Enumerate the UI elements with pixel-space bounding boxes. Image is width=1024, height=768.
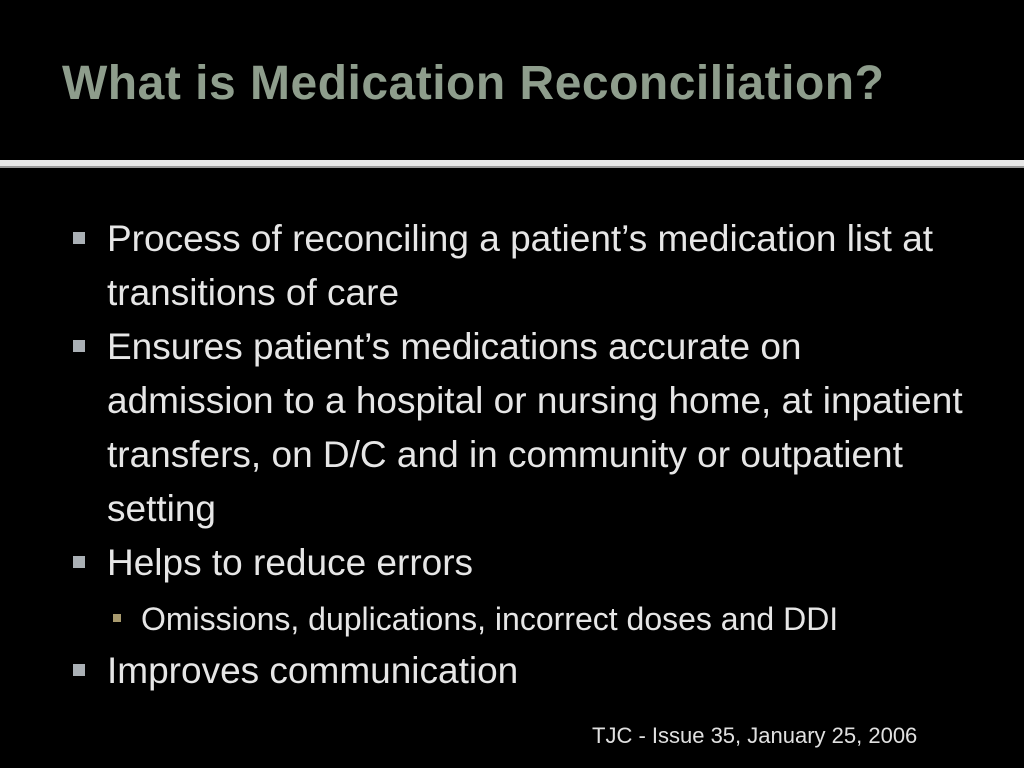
bullet-text: Ensures patient’s medications accurate on admission to a hospital or nursing home, at inpatient transfers, on D/C and in community or outpatient setting — [107, 326, 963, 529]
bullet-item-ensures — [0, 320, 1024, 536]
sub-bullet-item-errors — [0, 594, 1024, 644]
slide-title: What is Medication Reconciliation? — [62, 57, 885, 110]
bullet-list — [0, 212, 1024, 698]
bullet-text: Helps to reduce errors — [107, 542, 474, 583]
square-bullet-icon — [73, 232, 85, 244]
slide-body — [0, 168, 1024, 768]
bullet-item-process — [0, 212, 1024, 320]
bullet-item-communication — [0, 644, 1024, 698]
square-bullet-icon — [73, 556, 85, 568]
bullet-text: Process of reconciling a patient’s medication list at transitions of care — [107, 218, 934, 313]
bullet-item-reduce-errors — [0, 536, 1024, 590]
citation: TJC - Issue 35, January 25, 2006 — [592, 723, 918, 748]
square-sub-bullet-icon — [113, 614, 121, 622]
square-bullet-icon — [73, 340, 85, 352]
square-bullet-icon — [73, 664, 85, 676]
sub-bullet-text: Omissions, duplications, incorrect doses and DDI — [141, 601, 839, 637]
bullet-text: Improves communication — [107, 650, 519, 691]
title-band — [0, 0, 1024, 160]
